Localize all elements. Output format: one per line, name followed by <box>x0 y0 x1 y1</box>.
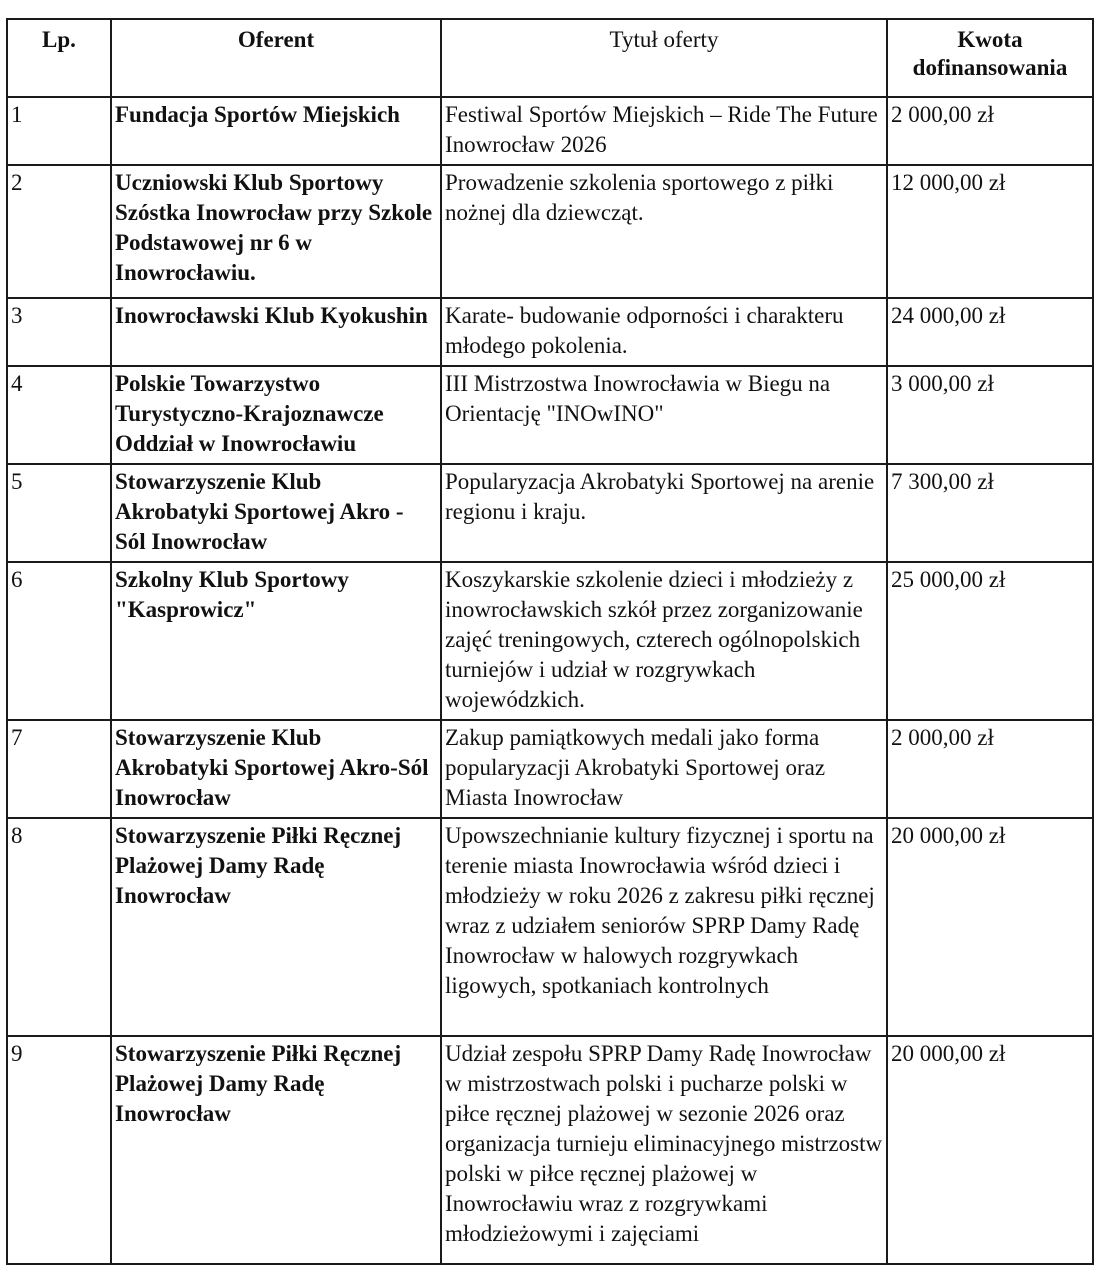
header-lp: Lp. <box>7 19 111 97</box>
row-title: Popularyzacja Akrobatyki Sportowej na arenie regionu i kraju. <box>441 464 887 562</box>
row-amount: 12 000,00 zł <box>887 165 1093 298</box>
row-lp: 8 <box>7 818 111 1036</box>
header-amount <box>887 19 1093 97</box>
row-title: Udział zespołu SPRP Damy Radę Inowrocław w mistrzostwach polski i pucharze polski w piłce ręcznej plażowej w sezonie 2026 oraz organizacja turnieju eliminacyjnego mistrzostw polski w piłce ręcznej plażowej w Inowrocławiu wraz z rozgrywkami młodzieżowymi i zajęciami <box>441 1036 887 1264</box>
row-oferent: Stowarzyszenie Klub Akrobatyki Sportowej Akro - Sól Inowrocław <box>111 464 441 562</box>
row-amount: 2 000,00 zł <box>887 720 1093 818</box>
row-oferent: Inowrocławski Klub Kyokushin <box>111 298 441 366</box>
header-oferent: Oferent <box>111 19 441 97</box>
row-lp: 9 <box>7 1036 111 1264</box>
table-row <box>7 97 1093 165</box>
row-lp: 5 <box>7 464 111 562</box>
table-header-row <box>7 19 1093 97</box>
table-row <box>7 818 1093 1036</box>
row-oferent: Uczniowski Klub Sportowy Szóstka Inowrocław przy Szkole Podstawowej nr 6 w Inowrocławiu. <box>111 165 441 298</box>
header-amount-line1: Kwota <box>957 27 1023 52</box>
table-row <box>7 165 1093 298</box>
row-oferent: Fundacja Sportów Miejskich <box>111 97 441 165</box>
row-lp: 4 <box>7 366 111 464</box>
table-row <box>7 464 1093 562</box>
row-title: Zakup pamiątkowych medali jako forma popularyzacji Akrobatyki Sportowej oraz Miasta Inowrocław <box>441 720 887 818</box>
row-oferent: Polskie Towarzystwo Turystyczno-Krajoznawcze Oddział w Inowrocławiu <box>111 366 441 464</box>
row-title: Upowszechnianie kultury fizycznej i sportu na terenie miasta Inowrocławia wśród dzieci i młodzieży w roku 2026 z zakresu piłki ręcznej wraz z udziałem seniorów SPRP Damy Radę Inowrocław w halowych rozgrywkach ligowych, spotkaniach kontrolnych <box>441 818 887 1036</box>
row-amount: 3 000,00 zł <box>887 366 1093 464</box>
row-amount: 7 300,00 zł <box>887 464 1093 562</box>
row-oferent: Szkolny Klub Sportowy "Kasprowicz" <box>111 562 441 720</box>
table-row <box>7 366 1093 464</box>
row-lp: 1 <box>7 97 111 165</box>
row-lp: 3 <box>7 298 111 366</box>
row-title: Prowadzenie szkolenia sportowego z piłki nożnej dla dziewcząt. <box>441 165 887 298</box>
table-row <box>7 562 1093 720</box>
row-title: III Mistrzostwa Inowrocławia w Biegu na Orientację "INOwINO" <box>441 366 887 464</box>
row-title: Festiwal Sportów Miejskich – Ride The Future Inowrocław 2026 <box>441 97 887 165</box>
table-row <box>7 298 1093 366</box>
table-row <box>7 1036 1093 1264</box>
row-amount: 24 000,00 zł <box>887 298 1093 366</box>
row-oferent: Stowarzyszenie Piłki Ręcznej Plażowej Damy Radę Inowrocław <box>111 818 441 1036</box>
header-title: Tytuł oferty <box>441 19 887 97</box>
row-amount: 25 000,00 zł <box>887 562 1093 720</box>
row-amount: 2 000,00 zł <box>887 97 1093 165</box>
row-lp: 6 <box>7 562 111 720</box>
row-amount: 20 000,00 zł <box>887 818 1093 1036</box>
row-oferent: Stowarzyszenie Klub Akrobatyki Sportowej Akro-Sól Inowrocław <box>111 720 441 818</box>
row-title: Karate- budowanie odporności i charakteru młodego pokolenia. <box>441 298 887 366</box>
table-row <box>7 720 1093 818</box>
document-page <box>6 18 1094 1282</box>
grants-table <box>6 18 1094 1265</box>
row-lp: 2 <box>7 165 111 298</box>
row-oferent: Stowarzyszenie Piłki Ręcznej Plażowej Damy Radę Inowrocław <box>111 1036 441 1264</box>
row-lp: 7 <box>7 720 111 818</box>
header-amount-line2: dofinansowania <box>912 55 1068 80</box>
row-amount: 20 000,00 zł <box>887 1036 1093 1264</box>
row-title: Koszykarskie szkolenie dzieci i młodzieży z inowrocławskich szkół przez zorganizowanie zajęć treningowych, czterech ogólnopolskich turniejów i udział w rozgrywkach wojewódzkich. <box>441 562 887 720</box>
